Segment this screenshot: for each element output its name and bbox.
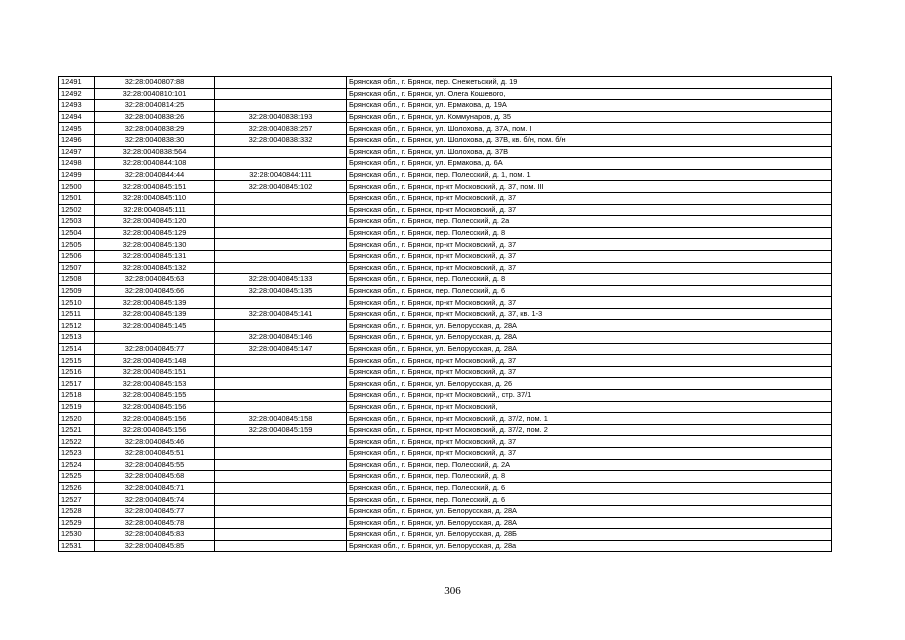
table-row — [59, 123, 832, 135]
address-cell: Брянская обл., г. Брянск, пр-кт Московский, д. 37 — [347, 192, 832, 204]
address-cell: Брянская обл., г. Брянск, пр-кт Московский, д. 37 — [347, 239, 832, 251]
row-number-cell: 12521 — [59, 424, 95, 436]
address-cell: Брянская обл., г. Брянск, ул. Олега Кошевого, — [347, 88, 832, 100]
table-row — [59, 401, 832, 413]
table-row — [59, 436, 832, 448]
row-number-cell: 12511 — [59, 308, 95, 320]
table-row — [59, 181, 832, 193]
row-number-cell: 12528 — [59, 505, 95, 517]
address-cell: Брянская обл., г. Брянск, ул. Ермакова, д. 19А — [347, 100, 832, 112]
cadastral-number-cell: 32:28:0040844:108 — [95, 158, 215, 170]
row-number-cell: 12503 — [59, 216, 95, 228]
cadastral-number-cell: 32:28:0040845:132 — [95, 262, 215, 274]
table-row — [59, 169, 832, 181]
row-number-cell: 12516 — [59, 366, 95, 378]
previous-cadastral-number-cell — [215, 390, 347, 402]
row-number-cell: 12506 — [59, 250, 95, 262]
previous-cadastral-number-cell: 32:28:0040845:147 — [215, 343, 347, 355]
address-cell: Брянская обл., г. Брянск, пер. Полесский, д. 8 — [347, 227, 832, 239]
cadastral-number-cell: 32:28:0040845:129 — [95, 227, 215, 239]
table-row — [59, 494, 832, 506]
cadastral-number-cell: 32:28:0040838:564 — [95, 146, 215, 158]
cadastral-number-cell: 32:28:0040838:30 — [95, 134, 215, 146]
row-number-cell: 12495 — [59, 123, 95, 135]
address-cell: Брянская обл., г. Брянск, пр-кт Московский, д. 37/2, пом. 2 — [347, 424, 832, 436]
table-row — [59, 540, 832, 552]
row-number-cell: 12497 — [59, 146, 95, 158]
address-cell: Брянская обл., г. Брянск, пр-кт Московский, — [347, 401, 832, 413]
row-number-cell: 12493 — [59, 100, 95, 112]
cadastral-number-cell: 32:28:0040845:130 — [95, 239, 215, 251]
cadastral-number-cell: 32:28:0040845:51 — [95, 448, 215, 460]
table-row — [59, 134, 832, 146]
row-number-cell: 12494 — [59, 111, 95, 123]
address-cell: Брянская обл., г. Брянск, ул. Коммунаров, д. 35 — [347, 111, 832, 123]
row-number-cell: 12496 — [59, 134, 95, 146]
cadastral-number-cell: 32:28:0040845:148 — [95, 355, 215, 367]
row-number-cell: 12527 — [59, 494, 95, 506]
cadastral-number-cell: 32:28:0040845:55 — [95, 459, 215, 471]
table-row — [59, 227, 832, 239]
address-cell: Брянская обл., г. Брянск, пр-кт Московский,, стр. 37/1 — [347, 390, 832, 402]
address-cell: Брянская обл., г. Брянск, ул. Шолохова, д. 37А, пом. I — [347, 123, 832, 135]
previous-cadastral-number-cell — [215, 204, 347, 216]
address-cell: Брянская обл., г. Брянск, ул. Белорусская, д. 28А — [347, 332, 832, 344]
previous-cadastral-number-cell — [215, 262, 347, 274]
previous-cadastral-number-cell: 32:28:0040845:158 — [215, 413, 347, 425]
table-row — [59, 274, 832, 286]
cadastral-number-cell: 32:28:0040810:101 — [95, 88, 215, 100]
document-sheet — [58, 76, 831, 552]
table-row — [59, 77, 832, 89]
cadastral-number-cell: 32:28:0040845:63 — [95, 274, 215, 286]
previous-cadastral-number-cell — [215, 227, 347, 239]
previous-cadastral-number-cell — [215, 355, 347, 367]
table-row — [59, 204, 832, 216]
address-cell: Брянская обл., г. Брянск, пр-кт Московский, д. 37 — [347, 436, 832, 448]
row-number-cell: 12505 — [59, 239, 95, 251]
cadastral-number-cell: 32:28:0040845:68 — [95, 471, 215, 483]
table-row — [59, 413, 832, 425]
table-row — [59, 285, 832, 297]
cadastral-number-cell: 32:28:0040845:156 — [95, 401, 215, 413]
cadastral-number-cell: 32:28:0040807:88 — [95, 77, 215, 89]
table-row — [59, 390, 832, 402]
cadastral-number-cell: 32:28:0040845:111 — [95, 204, 215, 216]
row-number-cell: 12520 — [59, 413, 95, 425]
address-cell: Брянская обл., г. Брянск, ул. Белорусская, д. 28А — [347, 505, 832, 517]
row-number-cell: 12519 — [59, 401, 95, 413]
previous-cadastral-number-cell — [215, 505, 347, 517]
table-row — [59, 262, 832, 274]
row-number-cell: 12515 — [59, 355, 95, 367]
address-cell: Брянская обл., г. Брянск, пр-кт Московский, д. 37 — [347, 366, 832, 378]
cadastral-number-cell: 32:28:0040845:78 — [95, 517, 215, 529]
page-number: 306 — [444, 585, 461, 597]
table-row — [59, 146, 832, 158]
previous-cadastral-number-cell — [215, 216, 347, 228]
previous-cadastral-number-cell: 32:28:0040845:133 — [215, 274, 347, 286]
previous-cadastral-number-cell — [215, 471, 347, 483]
previous-cadastral-number-cell: 32:28:0040845:141 — [215, 308, 347, 320]
table-row — [59, 332, 832, 344]
cadastral-number-cell: 32:28:0040845:83 — [95, 529, 215, 541]
table-row — [59, 216, 832, 228]
cadastral-number-cell: 32:28:0040845:131 — [95, 250, 215, 262]
cadastral-number-cell: 32:28:0040838:26 — [95, 111, 215, 123]
cadastral-number-cell: 32:28:0040838:29 — [95, 123, 215, 135]
row-number-cell: 12526 — [59, 482, 95, 494]
cadastral-number-cell: 32:28:0040845:139 — [95, 297, 215, 309]
table-row — [59, 448, 832, 460]
address-cell: Брянская обл., г. Брянск, пр-кт Московский, д. 37 — [347, 204, 832, 216]
registry-table — [58, 76, 832, 552]
table-row — [59, 517, 832, 529]
cadastral-number-cell: 32:28:0040845:77 — [95, 343, 215, 355]
table-row — [59, 111, 832, 123]
previous-cadastral-number-cell — [215, 401, 347, 413]
row-number-cell: 12500 — [59, 181, 95, 193]
previous-cadastral-number-cell — [215, 146, 347, 158]
row-number-cell: 12530 — [59, 529, 95, 541]
row-number-cell: 12512 — [59, 320, 95, 332]
previous-cadastral-number-cell — [215, 366, 347, 378]
row-number-cell: 12525 — [59, 471, 95, 483]
row-number-cell: 12510 — [59, 297, 95, 309]
previous-cadastral-number-cell: 32:28:0040838:332 — [215, 134, 347, 146]
address-cell: Брянская обл., г. Брянск, ул. Белорусская, д. 28А — [347, 320, 832, 332]
previous-cadastral-number-cell: 32:28:0040838:193 — [215, 111, 347, 123]
previous-cadastral-number-cell — [215, 250, 347, 262]
cadastral-number-cell: 32:28:0040845:151 — [95, 181, 215, 193]
address-cell: Брянская обл., г. Брянск, пр-кт Московский, д. 37 — [347, 250, 832, 262]
address-cell: Брянская обл., г. Брянск, пер. Полесский, д. 6 — [347, 285, 832, 297]
row-number-cell: 12523 — [59, 448, 95, 460]
address-cell: Брянская обл., г. Брянск, пр-кт Московский, д. 37 — [347, 262, 832, 274]
address-cell: Брянская обл., г. Брянск, ул. Ермакова, д. 6А — [347, 158, 832, 170]
address-cell: Брянская обл., г. Брянск, пр-кт Московский, д. 37 — [347, 297, 832, 309]
row-number-cell: 12501 — [59, 192, 95, 204]
address-cell: Брянская обл., г. Брянск, пер. Полесский, д. 8 — [347, 471, 832, 483]
cadastral-number-cell: 32:28:0040845:46 — [95, 436, 215, 448]
previous-cadastral-number-cell — [215, 448, 347, 460]
address-cell: Брянская обл., г. Брянск, пр-кт Московский, д. 37 — [347, 448, 832, 460]
address-cell: Брянская обл., г. Брянск, ул. Шолохова, д. 37В, кв. б/н, пом. б/н — [347, 134, 832, 146]
previous-cadastral-number-cell — [215, 192, 347, 204]
address-cell: Брянская обл., г. Брянск, пер. Полесский, д. 2а — [347, 216, 832, 228]
table-row — [59, 366, 832, 378]
row-number-cell: 12504 — [59, 227, 95, 239]
previous-cadastral-number-cell — [215, 100, 347, 112]
address-cell: Брянская обл., г. Брянск, пр-кт Московский, д. 37 — [347, 355, 832, 367]
previous-cadastral-number-cell — [215, 482, 347, 494]
table-row — [59, 424, 832, 436]
row-number-cell: 12513 — [59, 332, 95, 344]
table-row — [59, 250, 832, 262]
table-row — [59, 192, 832, 204]
table-row — [59, 355, 832, 367]
previous-cadastral-number-cell: 32:28:0040838:257 — [215, 123, 347, 135]
previous-cadastral-number-cell — [215, 436, 347, 448]
address-cell: Брянская обл., г. Брянск, пер. Полесский, д. 6 — [347, 482, 832, 494]
address-cell: Брянская обл., г. Брянск, пер. Полесский, д. 8 — [347, 274, 832, 286]
table-row — [59, 100, 832, 112]
row-number-cell: 12514 — [59, 343, 95, 355]
row-number-cell: 12524 — [59, 459, 95, 471]
cadastral-number-cell: 32:28:0040845:156 — [95, 424, 215, 436]
previous-cadastral-number-cell — [215, 320, 347, 332]
row-number-cell: 12498 — [59, 158, 95, 170]
row-number-cell: 12529 — [59, 517, 95, 529]
address-cell: Брянская обл., г. Брянск, ул. Белорусская, д. 28А — [347, 343, 832, 355]
cadastral-number-cell: 32:28:0040845:151 — [95, 366, 215, 378]
table-row — [59, 158, 832, 170]
cadastral-number-cell: 32:28:0040845:153 — [95, 378, 215, 390]
row-number-cell: 12518 — [59, 390, 95, 402]
previous-cadastral-number-cell: 32:28:0040844:111 — [215, 169, 347, 181]
cadastral-number-cell: 32:28:0040845:71 — [95, 482, 215, 494]
table-row — [59, 320, 832, 332]
row-number-cell: 12507 — [59, 262, 95, 274]
row-number-cell: 12531 — [59, 540, 95, 552]
table-row — [59, 88, 832, 100]
address-cell: Брянская обл., г. Брянск, пер. Полесский, д. 6 — [347, 494, 832, 506]
table-row — [59, 297, 832, 309]
address-cell: Брянская обл., г. Брянск, пер. Снежетьский, д. 19 — [347, 77, 832, 89]
cadastral-number-cell: 32:28:0040845:77 — [95, 505, 215, 517]
previous-cadastral-number-cell — [215, 239, 347, 251]
cadastral-number-cell: 32:28:0040844:44 — [95, 169, 215, 181]
address-cell: Брянская обл., г. Брянск, пр-кт Московский, д. 37, пом. III — [347, 181, 832, 193]
registry-table-body — [59, 77, 832, 552]
cadastral-number-cell: 32:28:0040845:145 — [95, 320, 215, 332]
previous-cadastral-number-cell: 32:28:0040845:135 — [215, 285, 347, 297]
previous-cadastral-number-cell — [215, 517, 347, 529]
previous-cadastral-number-cell — [215, 378, 347, 390]
address-cell: Брянская обл., г. Брянск, ул. Белорусская, д. 28а — [347, 540, 832, 552]
table-row — [59, 343, 832, 355]
row-number-cell: 12508 — [59, 274, 95, 286]
row-number-cell: 12522 — [59, 436, 95, 448]
address-cell: Брянская обл., г. Брянск, пер. Полесский, д. 1, пом. 1 — [347, 169, 832, 181]
row-number-cell: 12499 — [59, 169, 95, 181]
table-row — [59, 505, 832, 517]
address-cell: Брянская обл., г. Брянск, ул. Белорусская, д. 28А — [347, 517, 832, 529]
row-number-cell: 12502 — [59, 204, 95, 216]
cadastral-number-cell: 32:28:0040845:110 — [95, 192, 215, 204]
previous-cadastral-number-cell: 32:28:0040845:102 — [215, 181, 347, 193]
cadastral-number-cell: 32:28:0040845:74 — [95, 494, 215, 506]
previous-cadastral-number-cell — [215, 529, 347, 541]
address-cell: Брянская обл., г. Брянск, пр-кт Московский, д. 37, кв. 1-3 — [347, 308, 832, 320]
previous-cadastral-number-cell: 32:28:0040845:146 — [215, 332, 347, 344]
cadastral-number-cell: 32:28:0040845:85 — [95, 540, 215, 552]
address-cell: Брянская обл., г. Брянск, ул. Белорусская, д. 28Б — [347, 529, 832, 541]
table-row — [59, 529, 832, 541]
previous-cadastral-number-cell — [215, 158, 347, 170]
address-cell: Брянская обл., г. Брянск, ул. Шолохова, д. 37В — [347, 146, 832, 158]
table-row — [59, 482, 832, 494]
previous-cadastral-number-cell — [215, 494, 347, 506]
table-row — [59, 239, 832, 251]
cadastral-number-cell: 32:28:0040845:139 — [95, 308, 215, 320]
address-cell: Брянская обл., г. Брянск, ул. Белорусская, д. 26 — [347, 378, 832, 390]
cadastral-number-cell — [95, 332, 215, 344]
address-cell: Брянская обл., г. Брянск, пер. Полесский, д. 2А — [347, 459, 832, 471]
row-number-cell: 12491 — [59, 77, 95, 89]
previous-cadastral-number-cell — [215, 77, 347, 89]
previous-cadastral-number-cell — [215, 459, 347, 471]
row-number-cell: 12492 — [59, 88, 95, 100]
cadastral-number-cell: 32:28:0040845:156 — [95, 413, 215, 425]
cadastral-number-cell: 32:28:0040845:120 — [95, 216, 215, 228]
cadastral-number-cell: 32:28:0040845:155 — [95, 390, 215, 402]
table-row — [59, 471, 832, 483]
previous-cadastral-number-cell — [215, 540, 347, 552]
previous-cadastral-number-cell: 32:28:0040845:159 — [215, 424, 347, 436]
previous-cadastral-number-cell — [215, 297, 347, 309]
table-row — [59, 308, 832, 320]
cadastral-number-cell: 32:28:0040814:25 — [95, 100, 215, 112]
previous-cadastral-number-cell — [215, 88, 347, 100]
table-row — [59, 378, 832, 390]
row-number-cell: 12517 — [59, 378, 95, 390]
cadastral-number-cell: 32:28:0040845:66 — [95, 285, 215, 297]
table-row — [59, 459, 832, 471]
row-number-cell: 12509 — [59, 285, 95, 297]
address-cell: Брянская обл., г. Брянск, пр-кт Московский, д. 37/2, пом. 1 — [347, 413, 832, 425]
